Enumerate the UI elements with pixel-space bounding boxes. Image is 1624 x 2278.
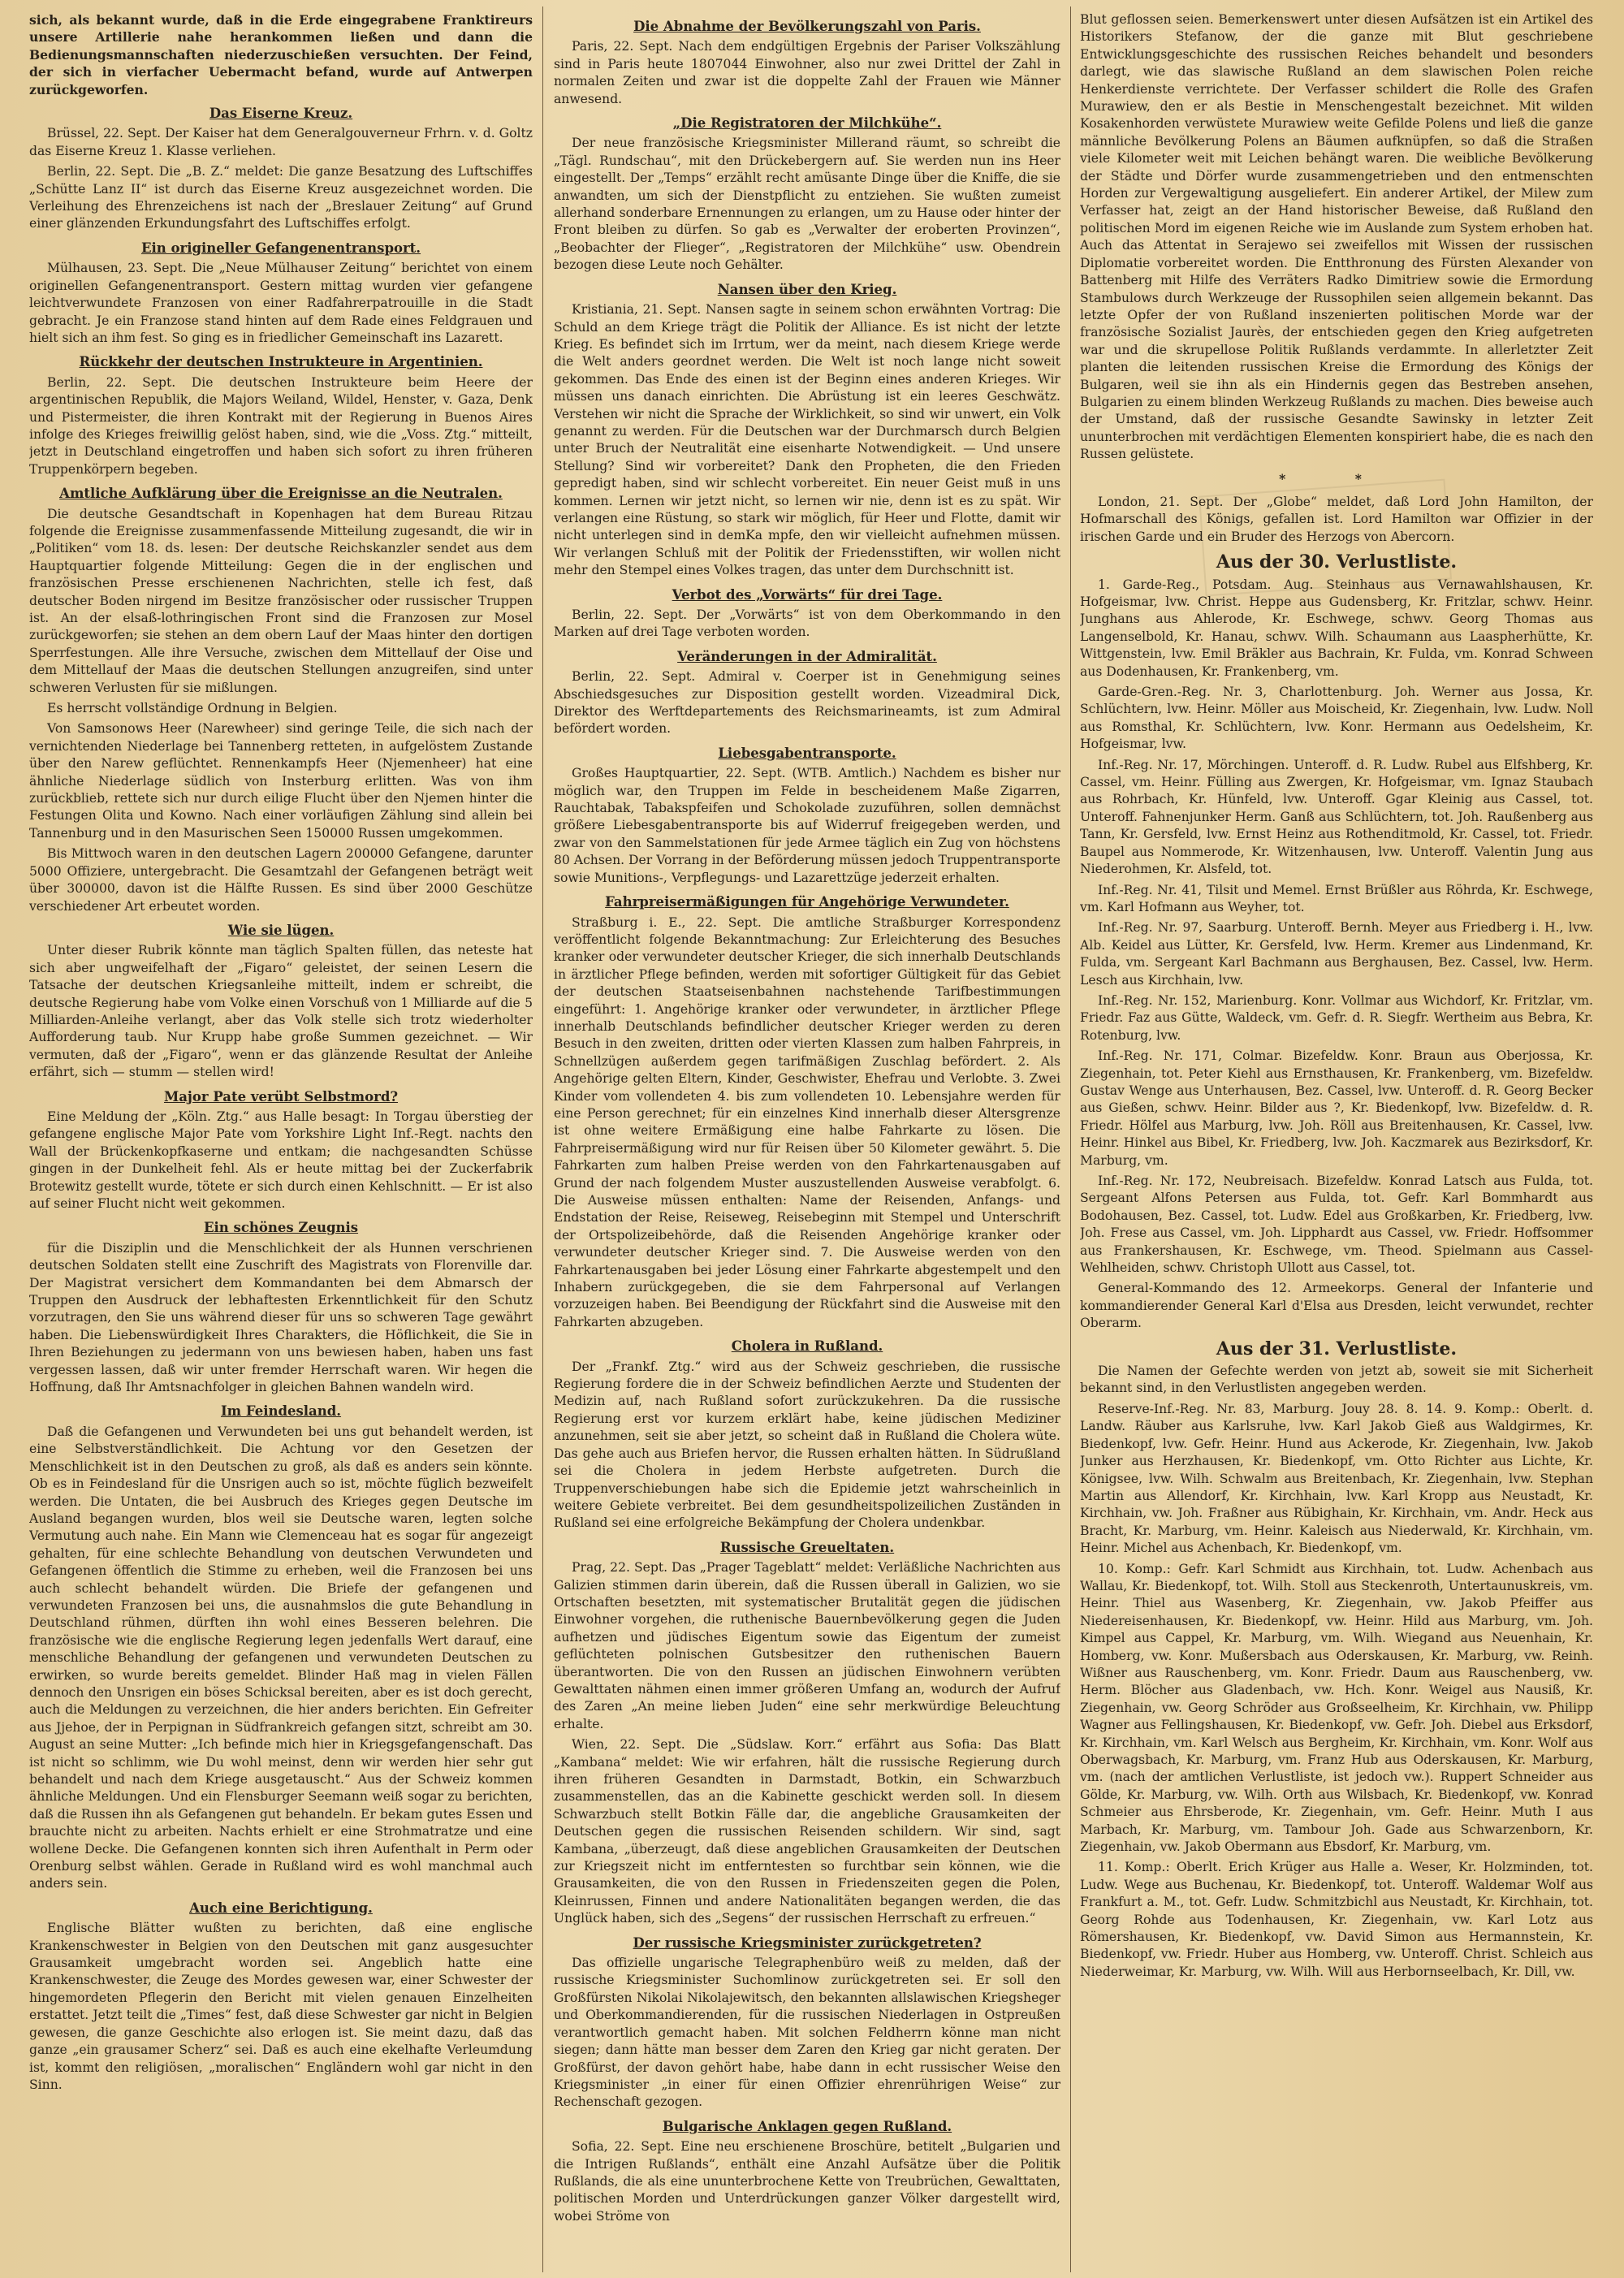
article-paragraph: Inf.-Reg. Nr. 171, Colmar. Bizefeldw. Konr. Braun aus Oberjossa, Kr. Ziegenhain, tot. Peter Kiehl aus Ernsthausen, Kr. Frankenberg, vm. Bizefeldw. Gustav Wenge aus Unterhausen, Bez. Cassel, lvw. Unteroff. d. R. Georg Becker aus Gießen, schwv. Heinr. Bilder aus ?, Kr. Biedenkopf, lvw. Bizefeldw. d. R. Friedr. Hölfel aus Marburg, lvw. Joh. Röll aus Breitenhausen, Kr. Cassel, lvw. Heinr. Hinkel aus Bibel, Kr. Friedberg, lvw. Joh. Kaczmarek aus Bezirksdorf, Kr. Marburg, vm.	[1080, 1048, 1593, 1168]
article-heading: „Die Registratoren der Milchkühe“.	[672, 115, 942, 132]
article-paragraph: Von Samsonows Heer (Narewheer) sind geringe Teile, die sich nach der vernichtenden Niederlage bei Tannenberg retteten, in aufgelöstem Zustande über den Narew geflüchtet. Rennenkampfs Heer (Njemenheer) hat eine ähnliche Niederlage südlich von Insterburg erlitten. Was von ihm zurückblieb, rettete sich nur durch eilige Flucht über den Njemen hinter die Festungen Olita und Kowno. Nach einer vorläufigen Zählung sind allein bei Tannenburg und in den Masurischen Seen 150000 Russen umgekommen.	[29, 721, 533, 841]
article-paragraph: Wien, 22. Sept. Die „Südslaw. Korr.“ erfährt aus Sofia: Das Blatt „Kambana“ meldet: Wie wir erfahren, hält die russische Regierung durch ihren früheren Gesandten in Darmstadt, Botkin, ein Schwarzbuch zusammenstellen, das an die Kabinette geschickt werden soll. In diesem Schwarzbuch stellt Botkin Fälle dar, die angebliche Grausamkeiten der Deutschen gegen die russischen Reisenden schildern. Wir sind, sagt Kambana, „überzeugt, daß diese angeblichen Grausamkeiten der Deutschen zur Kriegszeit nicht im entferntesten so furchtbar sein können, wie die Grausamkeiten, die von den Russen in Friedenszeiten gegen die Polen, Kleinrussen, Finnen und andere Nationalitäten begangen werden, die das Unglück haben, sich des „Segens“ der russischen Herrschaft zu erfreuen.“	[554, 1737, 1060, 1926]
article-paragraph: Blut geflossen seien. Bemerkenswert unter diesen Aufsätzen ist ein Artikel des Historikers Stefanow, der die ganze mit Blut geschriebene Entwicklungsgeschichte des russischen Reiches behandelt und besonders darlegt, wie das slawische Rußland an dem slawischen Polen reiche Henkerdienste verrichtete. Der Verfasser schildert die Rolle des Grafen Murawiew, den er als Bestie in Menschengestalt bezeichnet. Mit wilden Kosakenhorden verwüstete Murawiew weite Gefilde Polens und ließ die ganze männliche Bevölkerung Polens an Bäumen aufknüpfen, so daß die Straßen viele Kilometer weit mit Leichen behängt waren. Die weibliche Bevölkerung der Städte und Dörfer wurde zusammengetrieben und den entmenschten Horden zur Vergewaltigung ausgeliefert. Ein anderer Artikel, der Milew zum Verfasser hat, zeigt an der Hand historischer Beweise, daß Rußland den politischen Mord im eigenen Reiche wie im Auslande zum System erhoben hat. Auch das Attentat in Serajewo sei zweifellos mit Wissen der russischen Diplomatie vorbereitet worden. Die Entthronung des Fürsten Alexander von Battenberg mit Hilfe des Verräters Radko Dimitriew sowie die Ermordung Stambulows durch Werkzeuge der Russophilen seien allgemein bekannt. Das letzte Opfer der von Rußland inszenierten politischen Morde war der französische Sozialist Jaurès, der entschieden gegen den Krieg aufgetreten war und die skrupellose Politik Rußlands verdammte. In allerletzter Zeit planten die leitenden russischen Kreise die Ermordung des Königs der Bulgaren, weil sie ihn als ein Hindernis gegen das Bestreben ansehen, Bulgarien zu einem blinden Werkzeug Rußlands zu machen. Dies beweise auch der Umstand, daß der russische Gesandte Sawinsky in letzter Zeit ununterbrochen mit verdächtigen Elementen konspiriert habe, die es nach den Russen gelüstete.	[1080, 12, 1593, 462]
article-paragraph: 10. Komp.: Gefr. Karl Schmidt aus Kirchhain, tot. Ludw. Achenbach aus Wallau, Kr. Biedenkopf, tot. Wilh. Stoll aus Steckenroth, Untertaunuskreis, vm. Heinr. Thiel aus Wasenberg, Kr. Ziegenhain, vw. Jakob Pfeiffer aus Niedereisenhausen, Kr. Biedenkopf, vw. Heinr. Hild aus Marburg, vm. Joh. Kimpel aus Cappel, Kr. Marburg, vm. Wilh. Wiegand aus Neuenhain, Kr. Homberg, vw. Konr. Mußersbach aus Oderskausen, Kr. Marburg, vw. Reinh. Wißner aus Rauschenberg, vm. Konr. Friedr. Daum aus Rauschenberg, vw. Herm. Blöcher aus Gladenbach, vw. Hch. Konr. Weigel aus Nausiß, Kr. Ziegenhain, vw. Georg Schröder aus Großseelheim, Kr. Kirchhain, vw. Philipp Wagner aus Fellingshausen, Kr. Biedenkopf, vw. Gefr. Joh. Diebel aus Erksdorf, Kr. Kirchhain, vm. Karl Welsch aus Bergheim, Kr. Kirchhain, vm. Konr. Wolf aus Oberwagsbach, Kr. Marburg, vm. Franz Hub aus Oderskausen, Kr. Marburg, vm. (nach der amtlichen Verlustliste, ist jedoch vw.). Ruppert Schneider aus Gölde, Kr. Marburg, vw. Wilh. Orth aus Wilsbach, Kr. Biedenkopf, vw. Konrad Schmeier aus Ehrsberode, Kr. Ziegenhain, vm. Gefr. Heinr. Muth I aus Marbach, Kr. Marburg, vm. Tambour Joh. Gade aus Schwarzenborn, Kr. Ziegenhain, vw. Jakob Obermann aus Ebsdorf, Kr. Marburg, vm.	[1080, 1561, 1593, 1855]
article-paragraph: Garde-Gren.-Reg. Nr. 3, Charlottenburg. Joh. Werner aus Jossa, Kr. Schlüchtern, lvw. Heinr. Möller aus Moischeid, Kr. Ziegenhain, lvw. Ludw. Noll aus Romsthal, Kr. Schlüchtern, lvw. Konr. Hermann aus Oedelsheim, Kr. Hofgeismar, lvw.	[1080, 685, 1593, 752]
article-paragraph: Der „Frankf. Ztg.“ wird aus der Schweiz geschrieben, die russische Regierung fordere die in der Schweiz befindlichen Aerzte und Studenten der Medizin auf, nach Rußland sofort zurückzukehren. Da die russische Regierung erst vor kurzem erklärt habe, keine jüdischen Mediziner anzunehmen, seit sie aber jetzt, so scheint daß in Rußland die Cholera wüte. Das gehe auch aus Briefen hervor, die Russen erhalten hätten. In Südrußland sei die Cholera in jedem Herbste aufgetreten. Durch die Truppenverschiebungen habe sich die Epidemie jetzt wahrscheinlich in weitere Gebiete verbreitet. Bei dem gesundheitspolizeilichen Zuständen in Rußland sei eine erfolgreiche Bekämpfung der Cholera undenkbar.	[554, 1359, 1060, 1531]
article-paragraph: Inf.-Reg. Nr. 152, Marienburg. Konr. Vollmar aus Wichdorf, Kr. Fritzlar, vm. Friedr. Faz aus Gütte, Waldeck, vm. Gefr. d. R. Siegfr. Wertheim aus Bebra, Kr. Rotenburg, lvw.	[1080, 992, 1593, 1043]
article-paragraph: 1. Garde-Reg., Potsdam. Aug. Steinhaus aus Vernawahlshausen, Kr. Hofgeismar, lvw. Christ. Heppe aus Gudensberg, Kr. Fritzlar, schwv. Heinr. Junghans aus Ahlerode, Kr. Eschwege, schwv. Georg Thomas aus Langenselbold, Kr. Hanau, schwv. Wilh. Schaumann aus Laaspherhütte, Kr. Wittgenstein, lvw. Emil Bräkler aus Bachrain, Kr. Fulda, vm. Konrad Schween aus Dodenhausen, Kr. Frankenberg, vm.	[1080, 577, 1593, 679]
article-paragraph: Sofia, 22. Sept. Eine neu erschienene Broschüre, betitelt „Bulgarien und die Intrigen Rußlands“, enthält eine Anzahl Aufsätze über die Politik Rußlands, die als eine ununterbrochene Kette von Treubrüchen, Gewalttaten, politischen Morden und Unterdrückungen ganzer Völker dargestellt wird, wobei Ströme von	[554, 2139, 1060, 2224]
article-heading: Das Eiserne Kreuz.	[209, 106, 353, 122]
article-paragraph: für die Disziplin und die Menschlichkeit der als Hunnen verschrienen deutschen Soldaten stellt eine Zuschrift des Magistrats von Florenville dar. Der Magistrat versichert dem Kommandanten bei dem Abmarsch der Truppen den Ausdruck der lebhaftesten Erkenntlichkeit für den Schutz vorzutragen, den Sie uns während dieser für uns so schweren Tage gewährt haben. Die Liebenswürdigkeit Ihres Charakters, die Höflichkeit, die Sie in Ihren Beziehungen zu jedermann von uns bewiesen haben, haben uns fast vergessen lassen, daß wir unter fremder Herrschaft waren. Wir hegen die Hoffnung, daß Ihr Amtsnachfolger in gleichen Bahnen wandeln wird.	[29, 1240, 533, 1395]
article-heading: Ein origineller Gefangenentransport.	[140, 240, 421, 256]
article-paragraph: London, 21. Sept. Der „Globe“ meldet, daß Lord John Hamilton, der Hofmarschall des Königs, gefallen ist. Lord Hamilton war Offizier in der irischen Garde und ein Bruder des Herzogs von Abercorn.	[1080, 494, 1593, 544]
article-paragraph: Inf.-Reg. Nr. 17, Mörchingen. Unteroff. d. R. Ludw. Rubel aus Elfshberg, Kr. Cassel, vm. Heinr. Fülling aus Zwergen, Kr. Hofgeismar, vm. Ignaz Staubach aus Rohrbach, Kr. Hünfeld, lvw. Unteroff. Ggar Kleinig aus Cassel, tot. Unteroff. Fahnenjunker Herm. Ganß aus Schlüchtern, tot. Joh. Raußenberg aus Tann, Kr. Gersfeld, lvw. Ernst Heinz aus Rothenditmold, Kr. Cassel, tot. Friedr. Baupel aus Nommerode, Kr. Witzenhausen, lvw. Unteroff. Valentin Jung aus Niederohmen, Kr. Alsfeld, tot.	[1080, 757, 1593, 877]
article-heading: Wie sie lügen.	[227, 922, 335, 938]
article-heading: Bulgarische Anklagen gegen Rußland.	[662, 2118, 952, 2134]
article-paragraph: Berlin, 22. Sept. Die deutschen Instrukteure beim Heere der argentinischen Republik, die Majors Weiland, Wildel, Henster, v. Gaza, Denk und Pistermeister, die ihren Kontrakt mit der Regierung in Buenos Aires infolge des Krieges freiwillig gelöst haben, sind, wie die „Voss. Ztg.“ mitteilt, jetzt in Deutschland eingetroffen und haben sich sofort zu ihren früheren Truppenkörpern begeben.	[29, 374, 533, 477]
article-paragraph: Berlin, 22. Sept. Die „B. Z.“ meldet: Die ganze Besatzung des Luftschiffes „Schütte Lanz II“ ist durch das Eiserne Kreuz ausgezeichnet worden. Die Verleihung des Ehrenzeichens ist nach der „Breslauer Zeitung“ auf Grund einer glänzenden Erkundungsfahrt des Luftschiffes erfolgt.	[29, 164, 533, 231]
article-heading: Der russische Kriegsminister zurückgetreten?	[633, 1934, 982, 1951]
article-heading: Verbot des „Vorwärts“ für drei Tage.	[672, 586, 943, 603]
article-paragraph: Kristiania, 21. Sept. Nansen sagte in seinem schon erwähnten Vortrag: Die Schuld an dem Kriege trägt die Politik der Alliance. Es ist nicht der letzte Krieg. Es befindet sich im Irrtum, wer da meint, nach diesem Kriege werde die Welt anders geordnet werden. Die Welt ist noch lange nicht soweit gekommen. Das Ende des einen ist der Beginn eines anderen Krieges. Wir müssen uns danach einrichten. Die Abrüstung ist ein leeres Geschwätz. Verstehen wir nicht die Sprache der Wirklichkeit, so sind wir unwert, ein Volk genannt zu werden. Für die Deutschen war der Durchmarsch durch Belgien unter Bruch der Neutralität eine eisenharte Notwendigkeit. — Und unsere Stellung? Sind wir vorbereitet? Dank den Propheten, die den Frieden gepredigt haben, sind wir schlecht vorbereitet. Ein neuer Geist muß in uns kommen. Lernen wir jetzt nicht, so lernen wir nie, denn ist es zu spät. Wir verlangen eine Rüstung, so stark wir möglich, für Heer und Flotte, damit wir nicht unterlegen sind in demKa mpfe, den wir vielleicht aufnehmen müssen. Wir verlangen Schluß mit der Politik der Friedensstiften, wir wollen nicht mehr den Stempel eines Volkes tragen, das unter dem Durchschnitt ist.	[554, 302, 1060, 578]
article-paragraph: Großes Hauptquartier, 22. Sept. (WTB. Amtlich.) Nachdem es bisher nur möglich war, den Truppen im Felde in bescheidenem Maße Zigarren, Rauchtabak, Tabakspfeifen und Schokolade zuzuführen, sollen demnächst größere Liebesgabentransporte bis auf Widerruf freigegeben werden, und zwar von den Sammelstationen für jede Armee täglich ein Zug von höchstens 80 Achsen. Der Vorrang in der Beförderung müssen jedoch Truppentransporte sowie Munitions-, Verpflegungs- und Lazarettzüge jederzeit erhalten.	[554, 766, 1060, 885]
article-paragraph: Daß die Gefangenen und Verwundeten bei uns gut behandelt werden, ist eine Selbstverständlichkeit. Die Achtung vor den Gesetzen der Menschlichkeit ist in den Deutschen zu groß, als daß es anders sein könnte. Ob es in Feindesland für die Unsrigen auch so ist, möchte füglich bezweifelt werden. Die Untaten, die bei Ausbruch des Krieges gegen Deutsche im Ausland begangen wurden, blos weil sie Deutsche waren, legten solche Vermutung auch nahe. Ein Mann wie Clemenceau hat es sogar für angezeigt gehalten, für eine schlechte Behandlung von deutschen Verwundeten und Gefangenen öffentlich die Stimme zu erheben, weil die Franzosen bei uns auch schlecht behandelt würden. Die Briefe der gefangenen und verwundeten Franzosen bei uns, die ausnahmslos die gute Behandlung in Deutschland rühmen, dürften ihn wohl eines Besseren belehren. Die französische wie die englische Regierung legen jedenfalls Wert darauf, eine menschliche Behandlung der gefangenen und verwundeten Deutschen zu erwirken, so wurde bereits gemeldet. Blinder Haß mag in vielen Fällen dennoch den Unsrigen ein böses Schicksal bereiten, aber es ist doch gerecht, auch die Meldungen zu verzeichnen, die hier anders berichten. Ein Gefreiter aus Jjehoe, der in Perpignan in Südfrankreich gefangen sitzt, schreibt am 30. August an seine Mutter: „Ich befinde mich hier in Kriegsgefangenschaft. Das ist nicht so schlimm, wie Du wohl meinst, denn wir werden hier sehr gut behandelt und nach dem Kriege ausgetauscht.“ Aus der Schweiz kommen ähnliche Meldungen. Und ein Flensburger Seemann weiß sogar zu berichten, daß die Russen ihn als Gefangenen gut behandeln. Er bekam gutes Essen und brauchte nicht zu arbeiten. Nachts erhielt er eine Strohmatratze und eine wollene Decke. Die Gefangenen konnten sich ihren Aufenthalt in Perm oder Orenburg selbst wählen. Gerade in Rußland wird es wohl manchmal auch anders sein.	[29, 1424, 533, 1891]
section-heading: Aus der 31. Verlustliste.	[1216, 1338, 1458, 1359]
article-paragraph: Brüssel, 22. Sept. Der Kaiser hat dem Generalgouverneur Frhrn. v. d. Goltz das Eiserne Kreuz 1. Klasse verliehen.	[29, 126, 533, 158]
article-paragraph: Die Namen der Gefechte werden von jetzt ab, soweit sie mit Sicherheit bekannt sind, in den Verlustlisten angegeben werden.	[1080, 1364, 1593, 1396]
article-heading: Major Pate verübt Selbstmord?	[163, 1088, 399, 1104]
article-heading: Auch eine Berichtigung.	[189, 1900, 373, 1916]
article-heading: Liebesgabentransporte.	[718, 745, 896, 761]
article-paragraph: Inf.-Reg. Nr. 172, Neubreisach. Bizefeldw. Konrad Latsch aus Fulda, tot. Sergeant Alfons Petersen aus Fulda, tot. Gefr. Karl Bommhardt aus Bodohausen, Bez. Cassel, tot. Ludw. Edel aus Großkarben, Kr. Friedberg, lvw. Joh. Frese aus Cassel, vm. Joh. Lipphardt aus Cassel, vw. Friedr. Hoffsommer aus Frankershausen, Kr. Eschwege, vm. Theod. Spielmann aus Cassel-Wehlheiden, schwv. Christoph Ullott aus Cassel, tot.	[1080, 1174, 1593, 1276]
section-heading: Aus der 30. Verlustliste.	[1216, 551, 1458, 573]
article-paragraph: Berlin, 22. Sept. Admiral v. Coerper ist in Genehmigung seines Abschiedsgesuches zur Disposition gestellt worden. Vizeadmiral Dick, Direktor des Werftdepartements des Reichsmarineamts, ist zum Admiral befördert worden.	[554, 669, 1060, 737]
article-heading: Fahrpreisermäßigungen für Angehörige Verwundeter.	[605, 894, 1009, 910]
article-paragraph: Eine Meldung der „Köln. Ztg.“ aus Halle besagt: In Torgau überstieg der gefangene englische Major Pate vom Yorkshire Light Inf.-Regt. nachts den Wall der Brückenkopfkaserne und entkam; die nachgesandten Schüsse gingen in der Dunkelheit fehl. Als er heute mittag bei der Zuckerfabrik Brotewitz gestellt wurde, tötete er sich durch einen Kehlschnitt. — Er ist also auf seiner Flucht nicht weit gekommen.	[29, 1109, 533, 1211]
article-paragraph: Mülhausen, 23. Sept. Die „Neue Mülhauser Zeitung“ berichtet von einem originellen Gefangenentransport. Gestern mittag wurden vier gefangene leichtverwundete Franzosen von einer Radfahrerpatrouille in die Stadt gebracht. Je ein Franzose stand hinten auf dem Rade eines Feldgrauen und hielt sich an ihm fest. So ging es in friedlicher Gemeinschaft ins Lazarett.	[29, 261, 533, 345]
column-right	[1080, 11, 1593, 2269]
article-paragraph: Paris, 22. Sept. Nach dem endgültigen Ergebnis der Pariser Volkszählung sind in Paris heute 1807044 Einwohner, also nur zwei Drittel der Zahl in normalen Zeiten und zwar ist die doppelte Zahl der Frauen wie Männer anwesend.	[554, 39, 1060, 106]
article-paragraph: General-Kommando des 12. Armeekorps. General der Infanterie und kommandierender General Karl d'Elsa aus Dresden, leicht verwundet, rechter Oberarm.	[1080, 1281, 1593, 1331]
column-rule	[542, 6, 543, 2272]
article-paragraph: Inf.-Reg. Nr. 97, Saarburg. Unteroff. Bernh. Meyer aus Friedberg i. H., lvw. Alb. Keidel aus Lütter, Kr. Gersfeld, lvw. Herm. Kremer aus Lindenmand, Kr. Fulda, vm. Sergeant Karl Bachmann aus Berghausen, Bez. Cassel, lvw. Herm. Lesch aus Kirchhain, lvw.	[1080, 920, 1593, 988]
article-heading: Cholera in Rußland.	[731, 1338, 883, 1355]
article-heading: Im Feindesland.	[220, 1403, 342, 1420]
article-heading: Rückkehr der deutschen Instrukteure in Argentinien.	[79, 354, 483, 370]
article-paragraph: sich, als bekannt wurde, daß in die Erde eingegrabene Franktireurs unsere Artillerie nahe herankommen ließen und dann die Bedienungsmannschaften niederzuschießen versuchten. Der Feind, der sich in vierfacher Uebermacht befand, wurde auf Antwerpen zurückgeworfen.	[29, 12, 533, 97]
column-left	[29, 11, 533, 2269]
article-paragraph: Inf.-Reg. Nr. 41, Tilsit und Memel. Ernst Brüßler aus Röhrda, Kr. Eschwege, vm. Karl Hofmann aus Weyher, tot.	[1080, 882, 1593, 914]
column-middle	[554, 11, 1060, 2269]
article-paragraph: Reserve-Inf.-Reg. Nr. 83, Marburg. Jouy 28. 8. 14. 9. Komp.: Oberlt. d. Landw. Räuber aus Karlsruhe, lvw. Karl Jakob Gieß aus Waldgirmes, Kr. Biedenkopf, lvw. Gefr. Heinr. Hund aus Ackerode, Kr. Ziegenhain, lvw. Jakob Junker aus Herzhausen, Kr. Biedenkopf, vm. Otto Richter aus Lichte, Kr. Königsee, lvw. Wilh. Schwalm aus Breitenbach, Kr. Ziegenhain, lvw. Stephan Martin aus Allendorf, Kr. Kirchhain, lvw. Karl Kropp aus Neustadt, Kr. Kirchhain, vw. Joh. Fraßner aus Rübighain, Kr. Kirchhain, vm. Andr. Heck aus Bracht, Kr. Marburg, vm. Heinr. Kaleisch aus Niederwald, Kr. Kirchhain, vm. Heinr. Michel aus Achenbach, Kr. Biedenkopf, vm.	[1080, 1401, 1593, 1556]
article-heading: Die Abnahme der Bevölkerungszahl von Paris.	[633, 19, 981, 34]
article-paragraph: Es herrscht vollständige Ordnung in Belgien.	[47, 701, 338, 716]
article-heading: Veränderungen in der Admiralität.	[677, 648, 937, 664]
column-rule	[1070, 6, 1071, 2272]
article-paragraph: 11. Komp.: Oberlt. Erich Krüger aus Halle a. Weser, Kr. Holzminden, tot. Ludw. Wege aus Buchenau, Kr. Biedenkopf, tot. Unteroff. Waldemar Wolf aus Frankfurt a. M., tot. Gefr. Ludw. Schmitzbichl aus Neustadt, Kr. Kirchhain, tot. Georg Rohde aus Todenhausen, Kr. Ziegenhain, vw. Karl Lotz aus Römershausen, Kr. Biedenkopf, vw. David Simon aus Hermannstein, Kr. Biedenkopf, vw. Friedr. Huber aus Homberg, vw. Unteroff. Christ. Schleich aus Niederweimar, Kr. Marburg, vw. Wilh. Will aus Herbornseelbach, Kr. Dill, vw.	[1080, 1860, 1593, 1979]
article-paragraph: Berlin, 22. Sept. Der „Vorwärts“ ist von dem Oberkommando in den Marken auf drei Tage verboten worden.	[554, 607, 1060, 640]
article-heading: Amtliche Aufklärung über die Ereignisse an die Neutralen.	[59, 486, 503, 502]
article-heading: Ein schönes Zeugnis	[203, 1220, 359, 1236]
article-paragraph: Straßburg i. E., 22. Sept. Die amtliche Straßburger Korrespondenz veröffentlicht folgende Bekanntmachung: Zur Erleichterung des Besuches kranker oder verwundeter deutscher Krieger, die sich innerhalb Deutschlands in ärztlicher Pflege befinden, werden mit sofortiger Gültigkeit für das Gebiet der deutschen Staatseisenbahnen nachstehende Tarifbestimmungen eingeführt: 1. Angehörige kranker oder verwundeter, in ärztlicher Pflege innerhalb Deutschlands befindlicher deutscher Krieger werden zu deren Besuch in den zweiten, dritten oder vierten Klassen zum halben Fahrpreis, in Schnellzügen außerdem gegen tarifmäßigen Zuschlag befördert. 2. Als Angehörige gelten Eltern, Kinder, Geschwister, Ehefrau und Verlobte. 3. Zwei Kinder vom vollendeten 4. bis zum vollendeten 10. Lebensjahre werden für eine Person gerechnet; für ein einzelnes Kind innerhalb dieser Altersgrenze ist ohne weitere Ermäßigung eine halbe Fahrkarte zu lösen. Die Fahrpreisermäßigung wird nur für Reisen über 50 Kilometer gewährt. 5. Die Fahrkarten zum halben Preise werden von den Fahrkartenausgaben auf Grund der nach folgendem Muster auszustellenden Ausweise verabfolgt. 6. Die Ausweise müssen enthalten: Name der Reisenden, Anfangs- und Endstation der Reise, Reiseweg, Reisebeginn mit Stempel und Unterschrift der Ortspolizeibehörde, daß die Reisenden Angehörige kranker oder verwundeter deutscher Krieger sind. 7. Die Ausweise werden von den Fahrkartenausgaben bei jeder Lösung einer Fahrkarte abgestempelt und den Inhabern zurückgegeben, die sie dem Fahrpersonal auf Verlangen vorzuzeigen haben. Bei Beendigung der Rückfahrt sind die Ausweise mit den Fahrkarten abzugeben.	[554, 914, 1060, 1329]
separator-stars: * *	[1279, 470, 1394, 486]
article-paragraph: Englische Blätter wußten zu berichten, daß eine englische Krankenschwester in Belgien von den Deutschen mit ganz ausgesuchter Grausamkeit umgebracht worden sei. Angeblich hatte eine Krankenschwester, die Zeuge des Mordes gewesen war, einer Schwester der hingemordeten Pflegerin den Bericht mit vielen genauen Einzelheiten erstattet. Jetzt teilt die „Times“ fest, daß diese Schwester gar nicht in Belgien gewesen, die ganze Geschichte also erlogen ist. Sie meint dazu, daß das ganze „ein grausamer Scherz“ sei. Daß es auch eine ekelhafte Verleumdung ist, kommt den religiösen, „moralischen“ Engländern wohl gar nicht in den Sinn.	[29, 1921, 533, 2092]
article-heading: Nansen über den Krieg.	[717, 281, 897, 297]
article-paragraph: Der neue französische Kriegsminister Millerand räumt, so schreibt die „Tägl. Rundschau“, mit den Drückebergern auf. Sie werden nun ins Heer eingestellt. Der „Temps“ erzählt recht amüsante Dinge über die Kniffe, die sie anwandten, um sich der Dienstpflicht zu entziehen. Sie wußten zumeist allerhand sonderbare Ernennungen zu erlangen, um zu Hause oder hinter der Front bleiben zu dürfen. So gab es „Verwalter der eroberten Provinzen“, „Beobachter der Flieger“, „Registratoren der Milchkühe“ usw. Obendrein bezogen diese Leute noch Gehälter.	[554, 136, 1060, 273]
article-heading: Russische Greueltaten.	[719, 1539, 895, 1555]
article-paragraph: Bis Mittwoch waren in den deutschen Lagern 200000 Gefangene, darunter 5000 Offiziere, untergebracht. Die Gesamtzahl der Gefangenen beträgt weit über 300000, davon ist die Hälfte Russen. Es sind über 2000 Geschütze verschiedener Art erbeutet worden.	[29, 846, 533, 914]
article-paragraph: Das offizielle ungarische Telegraphenbüro weiß zu melden, daß der russische Kriegsminister Suchomlinow zurückgetreten sei. Er soll den Großfürsten Nikolai Nikolajewitsch, den bekannten allslawischen Kriegsheger und Oberkommandierenden, für die russischen Niederlagen in Ostpreußen verantwortlich gemacht haben. Mit solchen Feldherrn könne man nicht siegen; dann hätte man besser dem Zaren den Krieg gar nicht geraten. Der Großfürst, der davon gehört habe, habe dann in echt russischer Weise den Kriegsminister „in einer für einen Offizier ehrenrührigen Weise“ zur Rechenschaft gezogen.	[554, 1956, 1060, 2110]
article-paragraph: Die deutsche Gesandtschaft in Kopenhagen hat dem Bureau Ritzau folgende die Ereignisse zusammenfassende Mitteilung zugesandt, die wir in „Politiken“ vom 18. ds. lesen: Der deutsche Reichskanzler sendet aus dem Hauptquartier folgende Mitteilung: Gegen die in der englischen und französischen Presse erschienenen Nachrichten, stelle ich fest, daß deutscher Boden nirgend im Besitze französischer oder russischer Truppen ist. An der elsaß-lothringischen Front sind die Franzosen zur Mosel zurückgeworfen; sie stehen an dem obern Lauf der Maas hinter den dortigen Sperrfestungen. Alle ihre Versuche, zwischen dem Mittellauf der Oise und dem Mittellauf der Maas die deutschen Stellungen anzugreifen, sind unter schweren Verlusten für sie mißlungen.	[29, 506, 533, 695]
article-paragraph: Unter dieser Rubrik könnte man täglich Spalten füllen, das neteste hat sich aber ungweifelhaft der „Figaro“ geleistet, der seinen Lesern die Tatsache der deutschen Kriegsanleihe mitteilt, indem er schreibt, die deutsche Regierung habe vom Volke einen Vorschuß von 1 Milliarde auf die 5 Milliarden-Anleihe verlangt, aber das Volk stelle sich trotz wiederholter Aufforderung taub. Nur Krupp habe große Summen gezeichnet. — Wir vermuten, daß der „Figaro“, wenn er das glänzende Resultat der Anleihe erfährt, sich — stumm — stellen wird!	[29, 943, 533, 1080]
article-paragraph: Prag, 22. Sept. Das „Prager Tageblatt“ meldet: Verläßliche Nachrichten aus Galizien stimmen darin überein, daß die Russen überall in Galizien, wo sie Ortschaften besetzten, mit systematischer Brutalität gegen die jüdischen Einwohner vorgehen, die ruthenische Bauernbevölkerung gegen die Juden aufhetzen und jüdisches Eigentum sowie das Eigentum der zumeist geflüchteten polnischen Gutsbesitzer den ruthenischen Bauern überantworten. Die von den Russen an jüdischen Einwohnern verübten Gewalttaten nähmen einen immer größeren Umfang an, wodurch der Aufruf des Zaren „An meine lieben Juden“ eine sehr merkwürdige Beleuchtung erhalte.	[554, 1560, 1060, 1731]
